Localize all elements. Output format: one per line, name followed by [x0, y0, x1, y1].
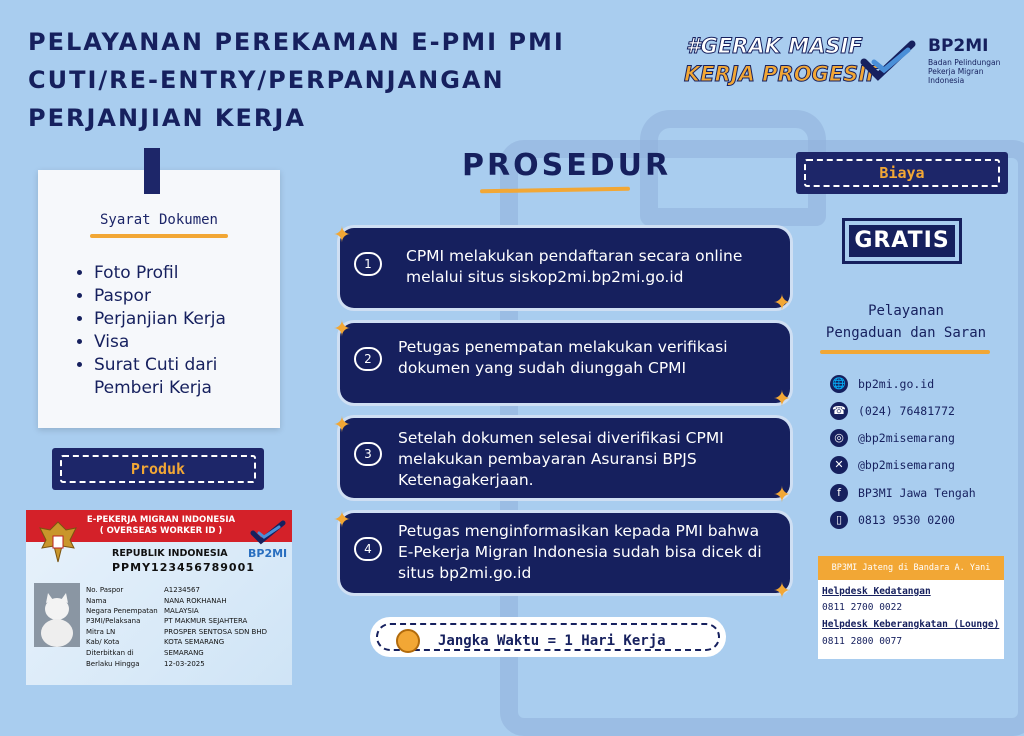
biaya-label: Biaya [804, 159, 1000, 187]
contact-text: 0813 9530 0200 [858, 513, 955, 527]
complaint-title-line-1: Pelayanan [868, 303, 944, 319]
instagram-icon: ◎ [830, 429, 848, 447]
contact-website[interactable] [830, 374, 934, 394]
globe-icon: 🌐 [830, 375, 848, 393]
helpdesk-departure-label: Helpdesk Keberangkatan (Lounge) [822, 619, 1000, 630]
time-frame-box [370, 617, 726, 657]
card-field-row: Negara Penempatan MALAYSIA [86, 607, 199, 615]
helpdesk-arrival-phone: 0811 2700 0022 [822, 602, 903, 613]
contact-x[interactable] [830, 455, 955, 475]
contact-phone[interactable] [830, 401, 955, 421]
sparkle-icon: ✦ [332, 413, 352, 438]
card-field-row: Mitra LN PROSPER SENTOSA SDN BHD [86, 628, 267, 636]
contact-text: BP3MI Jawa Tengah [858, 486, 976, 500]
contact-text: bp2mi.go.id [858, 377, 935, 391]
step-text: Petugas penempatan melakukan verifikasi dokumen yang sudah diunggah CPMI [398, 338, 728, 377]
helpdesk-departure-phone: 0811 2800 0077 [822, 636, 903, 647]
card-field-row: Kab/ Kota KOTA SEMARANG [86, 638, 225, 646]
contact-text: (024) 76481772 [858, 404, 955, 418]
procedure-step [340, 323, 790, 403]
gratis-text: GRATIS [849, 225, 955, 257]
facebook-icon: f [830, 484, 848, 502]
requirement-item: • Perjanjian Kerja [94, 308, 280, 331]
card-header-line-1: E-PEKERJA MIGRAN INDONESIA [86, 515, 236, 525]
card-bp2mi-logo-icon [250, 520, 286, 546]
card-field-row: No. Paspor A1234567 [86, 586, 200, 594]
complaint-underline [820, 350, 990, 354]
org-full-name: Badan Pelindungan Pekerja Migran Indonesia [928, 58, 1001, 85]
contact-instagram[interactable] [830, 428, 955, 448]
card-photo [34, 583, 80, 647]
garuda-emblem-icon [38, 518, 78, 566]
step-text: CPMI melakukan pendaftaran secara online melalui situs siskop2mi.bp2mi.go.id [406, 247, 743, 286]
requirement-item: • Paspor [94, 285, 280, 308]
step-text: Petugas menginformasikan kepada PMI bahwa E-Pekerja Migran Indonesia sudah bisa dicek di situs bp2mi.go.id [398, 522, 762, 582]
page-title-line-3: PERJANJIAN KERJA [28, 104, 306, 132]
helpdesk-box [818, 556, 1004, 659]
step-number: 4 [354, 537, 382, 561]
card-number: PPMY123456789001 [112, 561, 255, 574]
requirements-card [38, 170, 280, 428]
helpdesk-arrival-label: Helpdesk Kedatangan [822, 586, 931, 597]
sparkle-icon: ✦ [772, 579, 792, 604]
worker-id-card [26, 510, 292, 685]
bp2mi-logo-icon [860, 36, 920, 86]
biaya-tag [796, 152, 1008, 194]
card-field-row: Berlaku Hingga 12-03-2025 [86, 660, 205, 668]
produk-tag [52, 448, 264, 490]
page-title-line-2: CUTI/RE-ENTRY/PERPANJANGAN [28, 66, 505, 94]
contact-mobile[interactable] [830, 510, 955, 530]
slogan-line-2: KERJA PROGESIF [684, 62, 881, 86]
card-field-row: P3MI/Pelaksana PT MAKMUR SEJAHTERA [86, 617, 248, 625]
sparkle-icon: ✦ [332, 317, 352, 342]
requirements-list [76, 262, 280, 400]
cat-photo-icon [34, 583, 80, 647]
card-logo-text: BP2MI [248, 547, 288, 560]
requirements-title: Syarat Dokumen [99, 212, 218, 228]
requirement-item: • Foto Profil [94, 262, 280, 285]
requirement-item: • Surat Cuti dari Pemberi Kerja [94, 354, 280, 400]
org-name: BP2MI [928, 36, 989, 56]
requirements-underline [90, 234, 228, 238]
card-field-row: Nama NANA ROKHANAH [86, 597, 227, 605]
step-number: 1 [354, 252, 382, 276]
sparkle-icon: ✦ [772, 291, 792, 316]
clock-icon [396, 629, 420, 653]
time-frame-text: Jangka Waktu = 1 Hari Kerja [438, 633, 666, 649]
helpdesk-header: BP3MI Jateng di Bandara A. Yani [818, 556, 1004, 580]
step-number: 2 [354, 347, 382, 371]
prosedur-title: PROSEDUR [462, 148, 672, 183]
procedure-step [340, 418, 790, 498]
contact-text: @bp2misemarang [858, 458, 955, 472]
card-header-line-2: ( OVERSEAS WORKER ID ) [99, 526, 223, 536]
sparkle-icon: ✦ [332, 508, 352, 533]
requirement-item: • Visa [94, 331, 280, 354]
sparkle-icon: ✦ [772, 387, 792, 412]
step-number: 3 [354, 442, 382, 466]
procedure-step [340, 228, 790, 308]
complaint-title-line-2: Pengaduan dan Saran [825, 325, 987, 341]
contact-facebook[interactable] [830, 483, 976, 503]
card-field-row: Diterbitkan di SEMARANG [86, 649, 204, 657]
complaint-title [808, 300, 1004, 344]
page-title-line-1: PELAYANAN PEREKAMAN E-PMI PMI [28, 28, 565, 56]
phone-icon: ☎ [830, 402, 848, 420]
step-text: Setelah dokumen selesai diverifikasi CPMI melakukan pembayaran Asuransi BPJS Ketenagakerjaan. [398, 429, 724, 489]
mobile-icon: ▯ [830, 511, 848, 529]
slogan-line-1: #GERAK MASIF [686, 34, 863, 58]
sparkle-icon: ✦ [772, 483, 792, 508]
sparkle-icon: ✦ [332, 223, 352, 248]
produk-label: Produk [60, 455, 256, 483]
card-country: REPUBLIK INDONESIA [112, 548, 228, 559]
paper-tape [144, 148, 160, 194]
x-icon: ✕ [830, 456, 848, 474]
gratis-badge [842, 218, 962, 264]
procedure-step [340, 513, 790, 593]
contact-text: @bp2misemarang [858, 431, 955, 445]
